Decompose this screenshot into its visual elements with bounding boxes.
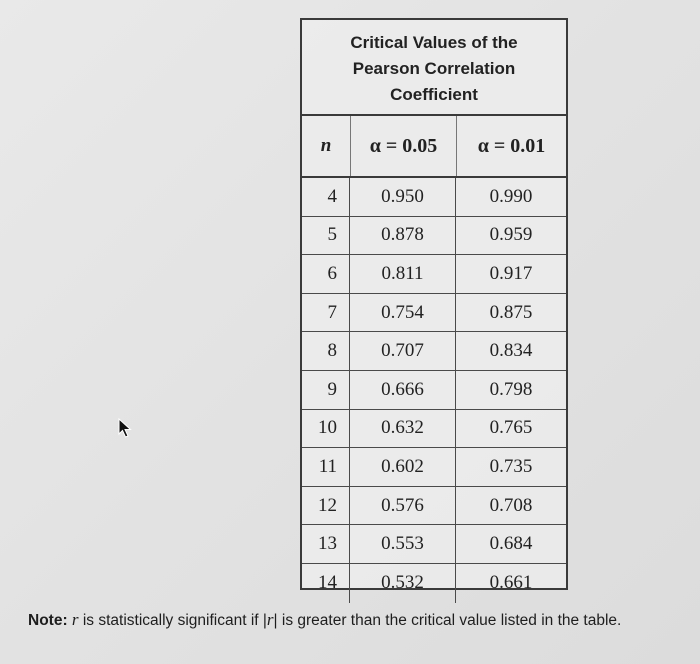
table-row [302,448,566,487]
cell-alpha-001: 0.875 [489,301,533,323]
cell-alpha-001: 0.708 [489,494,533,516]
cell-alpha-005: 0.950 [350,178,456,216]
table-row [302,217,566,256]
header-alpha-005: α = 0.05 [350,116,456,176]
table-row [302,294,566,333]
table-header-row [302,116,566,178]
note-var-r: r [71,610,79,629]
note-var-r-abs: r [266,610,274,629]
cell-alpha-005: 0.602 [350,448,456,486]
cell-alpha-001: 0.959 [489,224,533,246]
cell-alpha-001: 0.684 [489,533,533,555]
note-text-1: is statistically significant if | [78,612,267,629]
cell-alpha-001: 0.990 [489,185,533,207]
footnote [28,610,621,630]
cell-alpha-001: 0.798 [489,378,533,400]
table-title [302,20,566,116]
table-row [302,371,566,410]
table-row [302,564,566,603]
cell-n: 6 [302,255,350,293]
cell-n: 12 [302,487,350,525]
cell-n: 14 [302,564,350,603]
cell-n: 4 [302,178,350,216]
header-alpha-001: α = 0.01 [456,116,566,176]
table-title-line-2: Pearson Correlation [352,59,516,78]
cell-alpha-005: 0.553 [350,525,456,563]
critical-values-table [300,18,568,594]
cell-n: 8 [302,332,350,370]
cell-alpha-001: 0.765 [489,417,533,439]
cell-n: 11 [302,448,350,486]
table-title-line-3: Coefficient [390,85,478,104]
cell-alpha-005: 0.632 [350,410,456,448]
table-row [302,178,566,217]
table-row [302,255,566,294]
note-text-2: | is greater than the critical value listed in the table. [273,612,622,629]
cell-alpha-005: 0.666 [350,371,456,409]
header-n: n [320,135,332,156]
table-title-line-1: Critical Values of the [350,33,518,52]
cell-n: 10 [302,410,350,448]
cell-alpha-005: 0.878 [350,217,456,255]
cell-n: 5 [302,217,350,255]
cell-alpha-001: 0.661 [489,572,533,594]
table-row [302,525,566,564]
cell-alpha-001: 0.735 [489,455,533,477]
cell-alpha-005: 0.811 [350,255,456,293]
cell-n: 13 [302,525,350,563]
cell-n: 7 [302,294,350,332]
cell-alpha-005: 0.576 [350,487,456,525]
table-body [302,178,566,603]
table-row [302,332,566,371]
table-row [302,410,566,449]
cell-alpha-005: 0.707 [350,332,456,370]
mouse-pointer-icon [118,418,132,438]
cell-alpha-001: 0.834 [489,340,533,362]
cell-alpha-005: 0.532 [350,564,456,603]
note-label: Note: [28,612,68,629]
cell-alpha-005: 0.754 [350,294,456,332]
cell-n: 9 [302,371,350,409]
table-row [302,487,566,526]
cell-alpha-001: 0.917 [489,262,533,284]
